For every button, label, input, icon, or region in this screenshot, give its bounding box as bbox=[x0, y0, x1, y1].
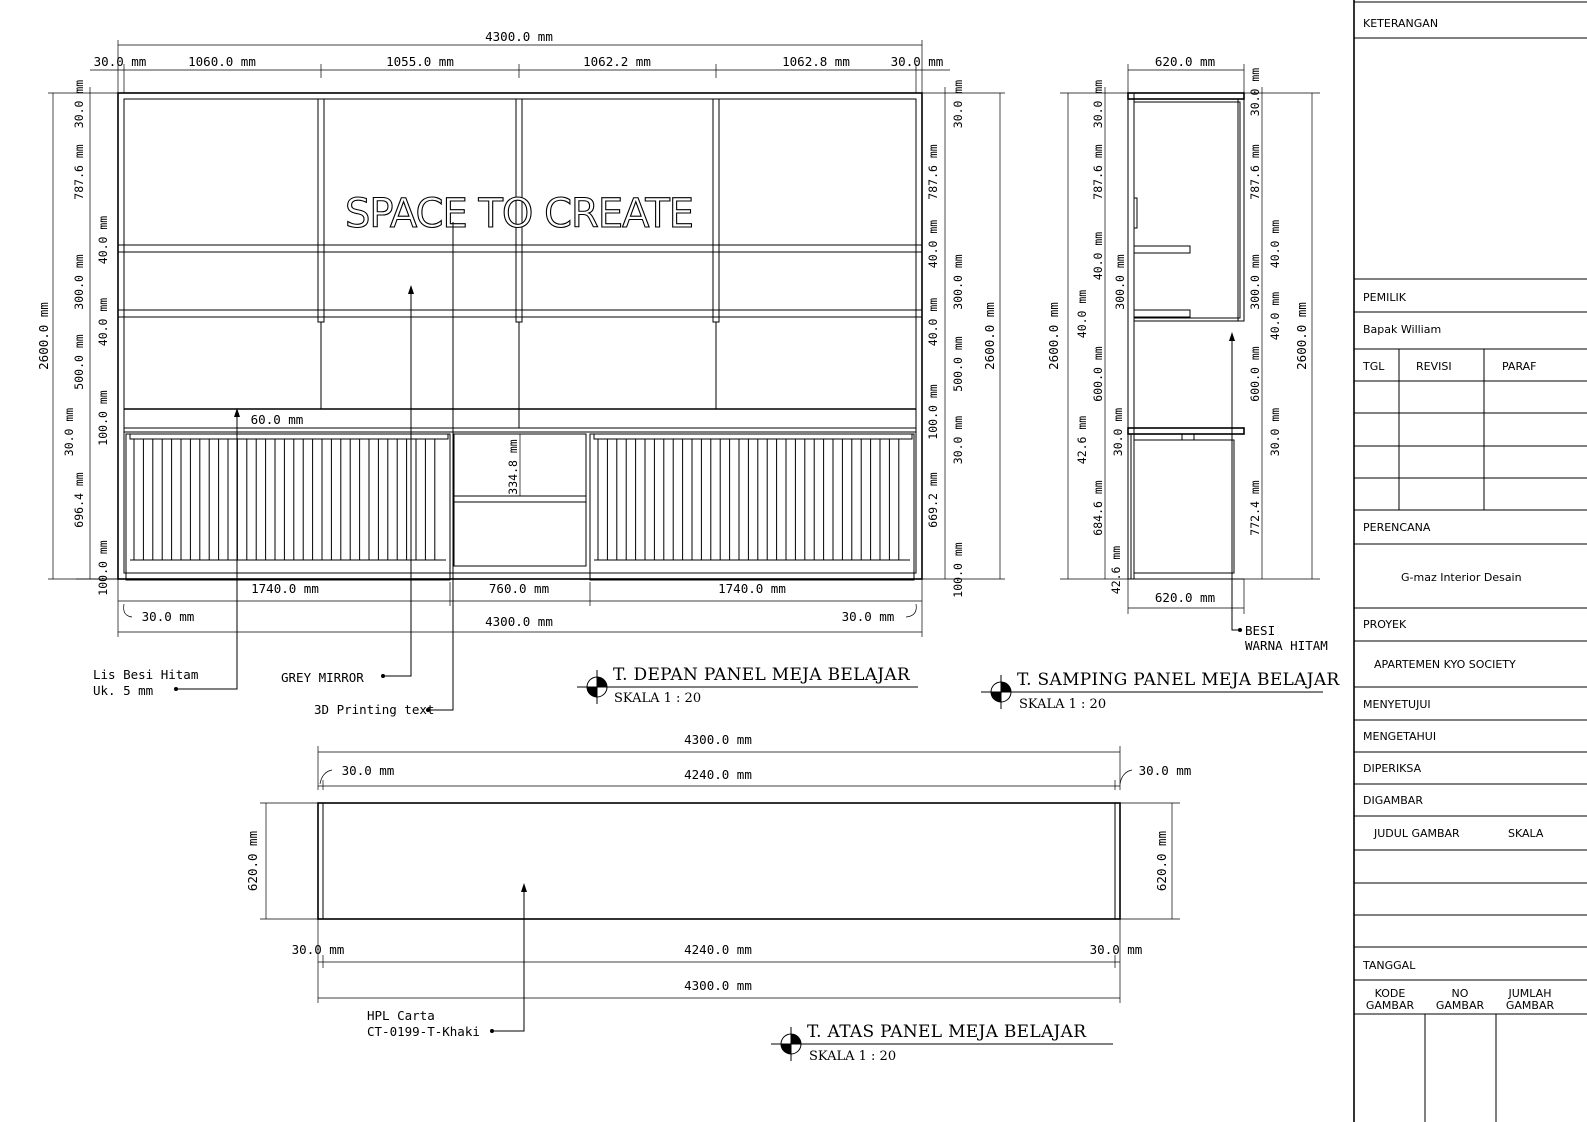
tb-proyek-label: PROYEK bbox=[1363, 618, 1407, 631]
dim-top-edge-br: 30.0 mm bbox=[1089, 942, 1143, 957]
dim-front-right-total: 2600.0 mm bbox=[982, 302, 997, 370]
note-3d-printing: 3D Printing text bbox=[314, 702, 435, 717]
note-hpl-code: CT-0199-T-Khaki bbox=[367, 1024, 480, 1039]
dim-front-right-669: 669.2 mm bbox=[926, 472, 940, 528]
dim-front-left-30b: 30.0 mm bbox=[62, 407, 76, 457]
top-view-title: T. ATAS PANEL MEJA BELAJAR bbox=[807, 1022, 1087, 1042]
tb-tgl-header: TGL bbox=[1363, 360, 1385, 373]
tb-skala-label: SKALA bbox=[1508, 827, 1544, 840]
dim-front-right-100b: 100.0 mm bbox=[951, 542, 965, 598]
tb-jumlah-label: JUMLAH bbox=[1508, 987, 1552, 1000]
dim-front-left-696: 696.4 mm bbox=[72, 472, 86, 528]
dim-top-total-bottom: 4300.0 mm bbox=[684, 978, 752, 993]
dim-side-right-787: 787.6 mm bbox=[1248, 144, 1262, 200]
tb-perencana-name: G-maz Interior Desain bbox=[1401, 571, 1522, 584]
title-block bbox=[1354, 0, 1587, 1122]
dim-front-left-500: 500.0 mm bbox=[72, 334, 86, 390]
tb-proyek-name: APARTEMEN KYO SOCIETY bbox=[1374, 658, 1516, 671]
note-lis-size: Uk. 5 mm bbox=[93, 683, 154, 698]
dim-front-col3: 1062.2 mm bbox=[583, 54, 651, 69]
front-right-cabinet bbox=[590, 434, 914, 580]
dim-top-height-left: 620.0 mm bbox=[245, 830, 260, 892]
dim-front-leg-60: 60.0 mm bbox=[250, 412, 304, 427]
tb-keterangan-label: KETERANGAN bbox=[1363, 17, 1439, 30]
tb-digambar-label: DIGAMBAR bbox=[1363, 794, 1423, 807]
side-title-block bbox=[981, 670, 1340, 712]
tb-pemilik-label: PEMILIK bbox=[1363, 291, 1406, 304]
note-hpl-carta: HPL Carta bbox=[367, 1008, 435, 1023]
tb-kode-gambar-label: GAMBAR bbox=[1365, 999, 1415, 1012]
dim-side-right-600: 600.0 mm bbox=[1248, 346, 1262, 402]
tb-menyetujui-label: MENYETUJUI bbox=[1363, 698, 1431, 711]
dim-top-inner-bottom: 4240.0 mm bbox=[684, 942, 752, 957]
dim-front-edge-left: 30.0 mm bbox=[93, 54, 147, 69]
dim-front-right-30: 30.0 mm bbox=[951, 79, 965, 129]
dim-front-right-40a: 40.0 mm bbox=[926, 219, 940, 269]
tb-no-label: NO bbox=[1451, 987, 1469, 1000]
dim-front-left-787: 787.6 mm bbox=[72, 144, 86, 200]
dim-side-bottom: 620.0 mm bbox=[1154, 590, 1216, 605]
dim-front-total-top: 4300.0 mm bbox=[485, 29, 553, 44]
side-view-title: T. SAMPING PANEL MEJA BELAJAR bbox=[1017, 670, 1340, 690]
dim-top-edge-tr: 30.0 mm bbox=[1138, 763, 1192, 778]
dim-front-left-40b: 40.0 mm bbox=[96, 297, 110, 347]
dim-side-left-300: 300.0 mm bbox=[1113, 254, 1127, 310]
dim-top-edge-bl: 30.0 mm bbox=[291, 942, 345, 957]
dim-side-left-600: 600.0 mm bbox=[1091, 346, 1105, 402]
dim-front-right-787: 787.6 mm bbox=[926, 144, 940, 200]
dim-top-height-right: 620.0 mm bbox=[1154, 830, 1169, 892]
front-title-block bbox=[577, 665, 918, 706]
dim-side-left-42a: 42.6 mm bbox=[1075, 415, 1089, 465]
dim-front-bottom-edge-right: 30.0 mm bbox=[841, 609, 895, 624]
top-view-scale: SKALA 1 : 20 bbox=[809, 1049, 897, 1064]
tb-paraf-header: PARAF bbox=[1502, 360, 1537, 373]
dim-side-top: 620.0 mm bbox=[1154, 54, 1216, 69]
tb-pemilik-name: Bapak William bbox=[1363, 323, 1442, 336]
dim-front-right-30b: 30.0 mm bbox=[951, 415, 965, 465]
front-left-cabinet bbox=[126, 434, 450, 580]
tb-tanggal-label: TANGGAL bbox=[1363, 959, 1416, 972]
dim-side-right-40a: 40.0 mm bbox=[1268, 219, 1282, 269]
dim-front-right-100a: 100.0 mm bbox=[926, 384, 940, 440]
dim-front-total-bottom: 4300.0 mm bbox=[485, 614, 553, 629]
dim-front-bottom-edge-left: 30.0 mm bbox=[141, 609, 195, 624]
tb-perencana-label: PERENCANA bbox=[1363, 521, 1431, 534]
tb-revisi-header: REVISI bbox=[1416, 360, 1452, 373]
dim-front-col4: 1062.8 mm bbox=[782, 54, 850, 69]
dim-front-edge-right: 30.0 mm bbox=[890, 54, 944, 69]
front-view bbox=[36, 29, 1005, 717]
dim-front-right-300: 300.0 mm bbox=[951, 254, 965, 310]
tb-kode-label: KODE bbox=[1374, 987, 1406, 1000]
dim-front-bottom-760: 760.0 mm bbox=[488, 581, 550, 596]
top-view bbox=[245, 732, 1191, 1064]
dim-side-left-40b: 40.0 mm bbox=[1075, 289, 1089, 339]
dim-side-right-30b: 30.0 mm bbox=[1268, 407, 1282, 457]
side-view bbox=[981, 54, 1340, 712]
note-warna-hitam: WARNA HITAM bbox=[1245, 638, 1328, 653]
dim-side-right-300: 300.0 mm bbox=[1248, 254, 1262, 310]
dim-side-left-30b: 30.0 mm bbox=[1111, 407, 1125, 457]
top-view-outline bbox=[318, 803, 1120, 919]
dim-front-col2: 1055.0 mm bbox=[386, 54, 454, 69]
dim-side-right-40b: 40.0 mm bbox=[1268, 291, 1282, 341]
dim-front-total-height: 2600.0 mm bbox=[36, 302, 51, 370]
side-view-scale: SKALA 1 : 20 bbox=[1019, 697, 1107, 712]
dim-side-left-42b: 42.6 mm bbox=[1109, 545, 1123, 595]
dim-top-inner-top: 4240.0 mm bbox=[684, 767, 752, 782]
tb-diperiksa-label: DIPERIKSA bbox=[1363, 762, 1422, 775]
note-besi: BESI bbox=[1245, 623, 1276, 638]
dim-front-col1: 1060.0 mm bbox=[188, 54, 256, 69]
dim-front-bottom-1740b: 1740.0 mm bbox=[718, 581, 786, 596]
note-grey-mirror: GREY MIRROR bbox=[281, 670, 364, 685]
tb-jumlah-gambar-label: GAMBAR bbox=[1505, 999, 1555, 1012]
dim-front-right-500: 500.0 mm bbox=[951, 336, 965, 392]
dim-side-left-total: 2600.0 mm bbox=[1046, 302, 1061, 370]
dim-side-right-30: 30.0 mm bbox=[1248, 67, 1262, 117]
tb-judul-gambar-label: JUDUL GAMBAR bbox=[1374, 827, 1460, 840]
dim-side-left-684: 684.6 mm bbox=[1091, 480, 1105, 536]
tb-mengetahui-label: MENGETAHUI bbox=[1363, 730, 1437, 743]
front-view-scale: SKALA 1 : 20 bbox=[614, 691, 702, 706]
sign-text: SPACE TO CREATE bbox=[344, 191, 694, 237]
tb-no-gambar-label: GAMBAR bbox=[1435, 999, 1485, 1012]
dim-top-total-top: 4300.0 mm bbox=[684, 732, 752, 747]
dim-side-left-787: 787.6 mm bbox=[1091, 144, 1105, 200]
top-title-block bbox=[771, 1022, 1113, 1064]
dim-front-niche: 334.8 mm bbox=[506, 439, 520, 495]
front-frame-outline bbox=[118, 93, 922, 579]
dim-top-edge-tl: 30.0 mm bbox=[341, 763, 395, 778]
dim-side-left-30: 30.0 mm bbox=[1091, 79, 1105, 129]
front-view-title: T. DEPAN PANEL MEJA BELAJAR bbox=[613, 665, 911, 685]
dim-front-left-30: 30.0 mm bbox=[72, 79, 86, 129]
side-top-panel bbox=[1128, 93, 1244, 99]
dim-front-bottom-1740a: 1740.0 mm bbox=[251, 581, 319, 596]
note-lis-besi: Lis Besi Hitam bbox=[93, 667, 199, 682]
dim-side-left-40a: 40.0 mm bbox=[1091, 231, 1105, 281]
dim-front-right-40b: 40.0 mm bbox=[926, 297, 940, 347]
dim-side-right-772: 772.4 mm bbox=[1248, 480, 1262, 536]
dim-front-left-300: 300.0 mm bbox=[72, 254, 86, 310]
dim-front-left-100: 100.0 mm bbox=[96, 390, 110, 446]
dim-front-left-100b: 100.0 mm bbox=[96, 540, 110, 596]
dim-front-left-40a: 40.0 mm bbox=[96, 215, 110, 265]
dim-side-right-total: 2600.0 mm bbox=[1294, 302, 1309, 370]
